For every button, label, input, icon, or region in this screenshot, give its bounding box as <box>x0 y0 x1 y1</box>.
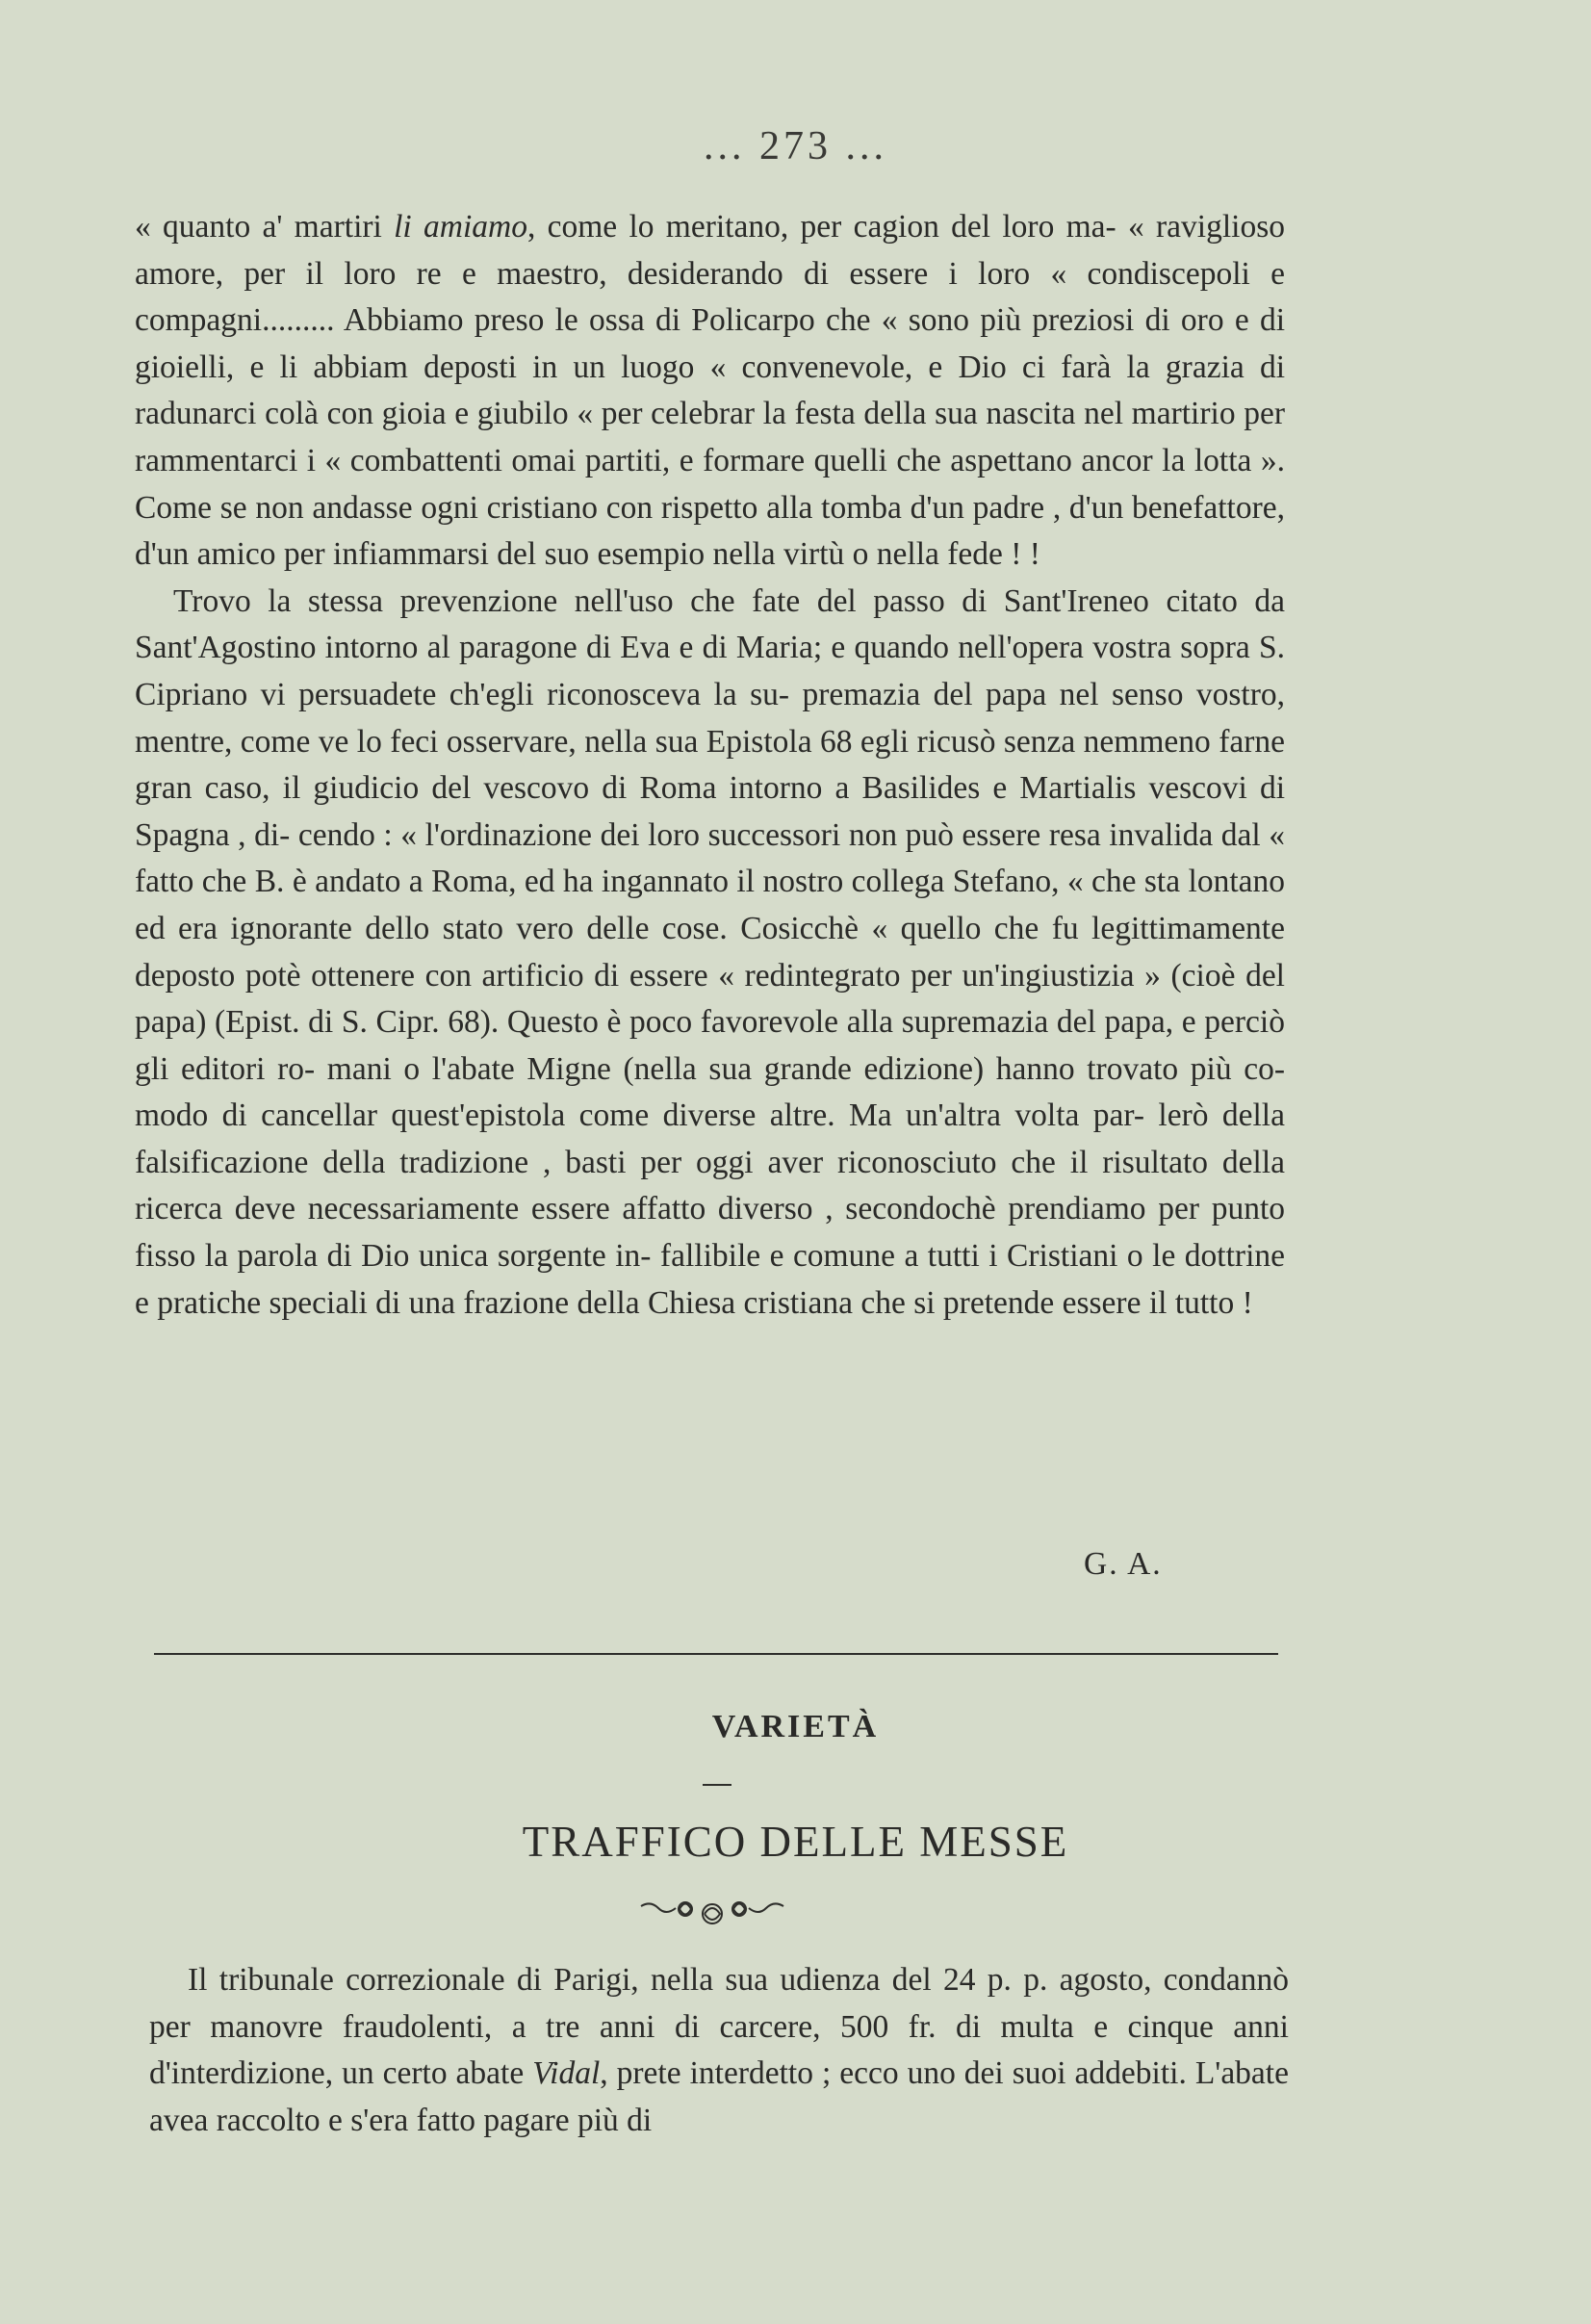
heading-short-rule <box>703 1784 731 1786</box>
article-title: TRAFFICO DELLE MESSE <box>522 1818 1069 1866</box>
article-text-start: Il tribunale correzionale di Parigi, nella sua udienza del 24 p. p. agosto, condannò per manovre fraudolenti, a tre anni di carcere, 500 fr. di multa e cinque anni d'interdizione, un certo abate <box>149 1962 1289 2092</box>
letter-body <box>135 204 1285 1327</box>
page-number: ... 273 ... <box>704 124 887 168</box>
letter-paragraph-1 <box>135 204 1285 579</box>
letter-paragraph-2: Trovo la stessa prevenzione nell'uso che fate del passo di Sant'Ireneo citato da Sant'Agostino intorno al paragone di Eva e di Maria; e quando nell'opera vostra sopra S. Cipriano vi persuadete ch'egli riconosceva la su- premazia del papa nel senso vostro, mentre, come ve lo feci osservare, nella sua Epistola 68 egli ricusò senza nemmeno farne gran caso, il giudicio del vescovo di Roma intorno a Basilides e Martialis vescovi di Spagna , di- cendo : « l'ordinazione dei loro successori non può essere resa invalida dal « fatto che B. è andato a Roma, ed ha ingannato il nostro collega Stefano, « che sta lontano ed era ignorante dello stato vero delle cose. Cosicchè « quello che fu legittimamente deposto potè ottenere con artificio di essere « redintegrato per un'ingiustizia » (cioè del papa) (Epist. di S. Cipr. 68). Questo è poco favorevole alla supremazia del papa, e perciò gli editori ro- mani o l'abate Migne (nella sua grande edizione) hanno trovato più co- modo di cancellar quest'epistola come diverse altre. Ma un'altra volta par- lerò della falsificazione della tradizione , basti per oggi aver riconosciuto che il risultato della ricerca deve necessariamente essere affatto diverso , secondochè prendiamo per punto fisso la parola di Dio unica sorgente in- fallibile e comune a tutti i Cristiani o le dottrine e pratiche speciali di una frazione della Chiesa cristiana che si pretende essere il tutto ! <box>135 582 1285 1321</box>
article-body <box>149 1957 1289 2144</box>
quote-emphasis: li amiamo <box>394 209 527 245</box>
quote-text-start: « quanto a' martiri <box>135 209 395 245</box>
section-heading: VARIETÀ <box>711 1709 880 1744</box>
letter-signature: G. A. <box>1084 1546 1163 1582</box>
article-name-emphasis: Vidal <box>532 2055 601 2092</box>
decorative-flourish-icon <box>637 1893 787 1931</box>
article-paragraph <box>149 1957 1289 2144</box>
section-divider <box>154 1653 1278 1655</box>
article-text-rest: , prete interdetto ; ecco uno dei suoi addebiti. L'abate avea raccolto e s'era fatto pagare più di <box>149 2055 1289 2138</box>
quote-text-rest: , come lo meritano, per cagion del loro ma- « raviglioso amore, per il loro re e maestro, desiderando di essere i loro « condiscepoli e compagni......... Abbiamo preso le ossa di Policarpo che « sono più preziosi di oro e di gioielli, e li abbiam deposti in un luogo « convenevole, e Dio ci farà la grazia di radunarci colà con gioia e giubilo « per celebrar la festa della sua nascita nel martirio per rammentarci i « combattenti omai partiti, e formare quelli che aspettano ancor la lotta ». Come se non andasse ogni cristiano con rispetto alla tomba d'un padre , d'un benefattore, d'un amico per infiammarsi del suo esempio nella virtù o nella fede ! ! <box>135 209 1285 573</box>
